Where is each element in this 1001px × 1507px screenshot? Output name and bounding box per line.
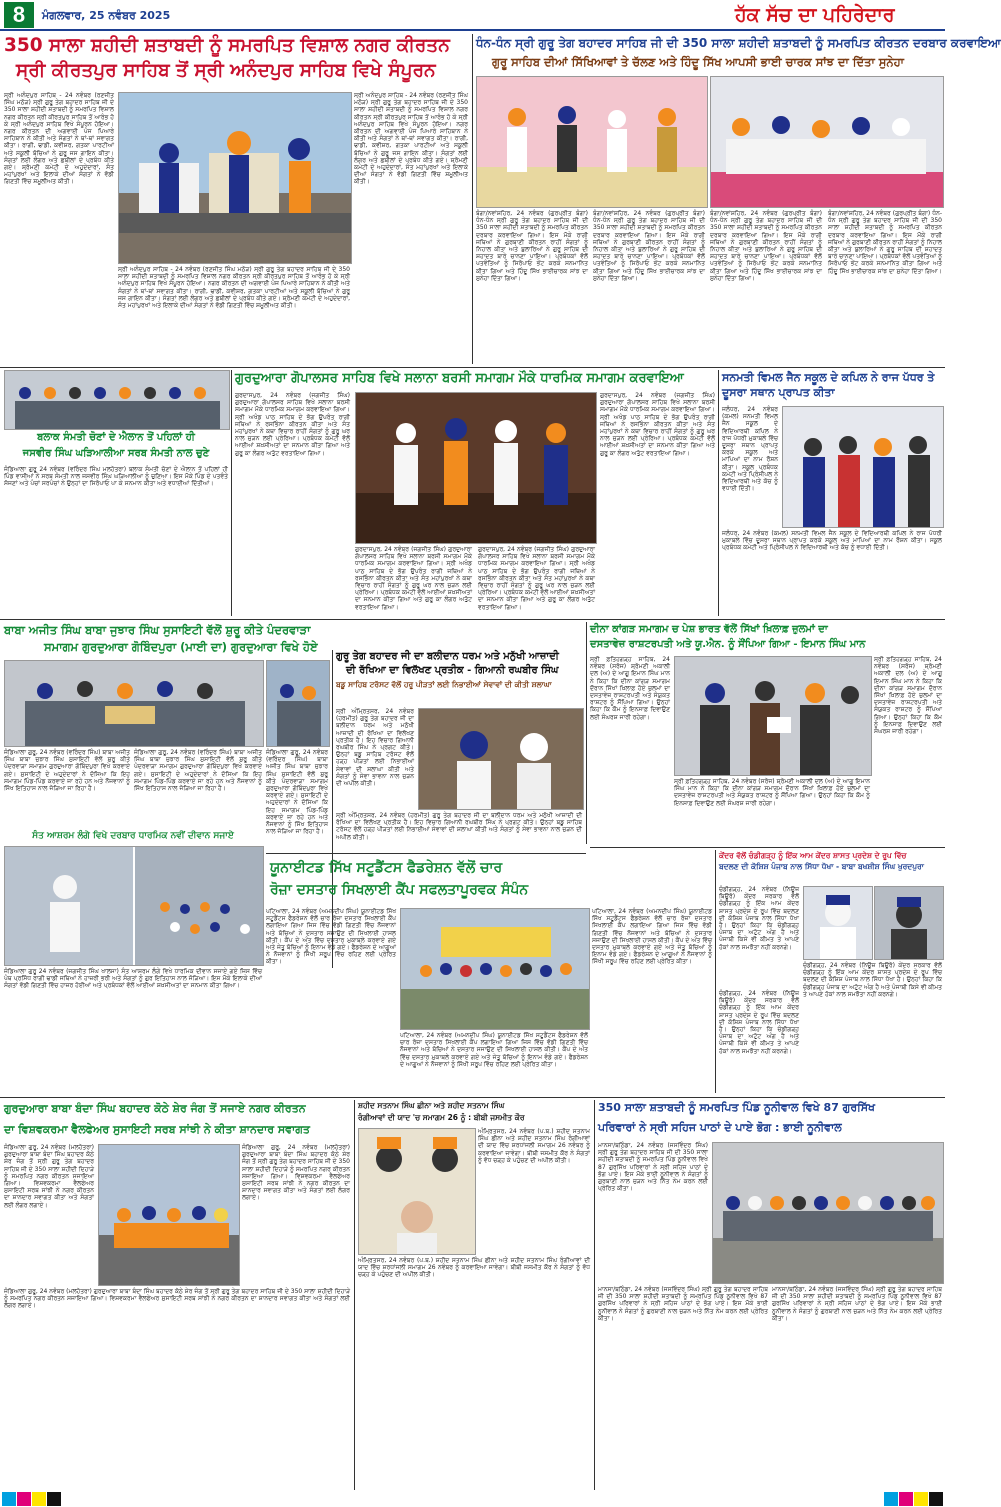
column-divider [594,1100,595,1490]
headline-line-1: ਧੰਨ-ਧੰਨ ਸ੍ਰੀ ਗੁਰੂ ਤੇਗ ਬਹਾਦਰ ਸਾਹਿਬ ਜੀ ਦੀ 350 ਸਾਲਾ ਸ਼ਹੀਦੀ ਸ਼ਤਾਬਦੀ ਨੂੰ ਸਮਰਪਿਤ ਕੀਰਤਨ ਦਰਬਾਰ ਕਰਵਾਇਆ [476,36,1001,50]
gopalsar-illustration [356,393,596,543]
dastar-headline-2: ਰੋਜ਼ਾ ਦਸਤਾਰ ਸਿਖਲਾਈ ਕੈਂਪ ਸਫਲਤਾਪੂਰਵਕ ਸੰਪੰਨ [270,882,529,898]
black-swatch [47,1492,61,1506]
society-illustration [5,661,263,746]
dastar-camp-illustration [401,909,589,1029]
headline-line-2: ਪਰਿਵਾਰਾਂ ਨੇ ਸ੍ਰੀ ਸਹਿਜ ਪਾਠਾਂ ਦੇ ਪਾਏ ਭੋਗ : ਭਾਈ ਨੂਨੀਵਾਲ [598,1121,842,1134]
photo-giani-ji [418,708,584,810]
row-divider [266,853,586,854]
article-body-col-2: ਸ੍ਰੀ ਅੰਮ੍ਰਿਤਸਰ, 24 ਨਵੰਬਰ (ਹਰਮੀਤ) ਗੁਰੂ ਤੇਗ ਬਹਾਦਰ ਜੀ ਦਾ ਬਲੀਦਾਨ ਧਰਮ ਅਤੇ ਮਨੁੱਖੀ ਆਜ਼ਾਦੀ ਦੀ ਰੱਖਿਆ ਦਾ ਵਿਲੱਖਣ ਪ੍ਰਤੀਕ ਹੈ। ਇਹ ਵਿਚਾਰ ਗਿਆਨੀ ਰਘਬੀਰ ਸਿੰਘ ਨੇ ਪ੍ਰਗਟ ਕੀਤੇ। ਉਨ੍ਹਾਂ ਬਡੂ ਸਾਹਿਬ ਟਰੱਸਟ ਵੱਲੋਂ ਹੜ੍ਹ ਪੀੜਤਾਂ ਲਈ ਨਿਭਾਈਆਂ ਸੇਵਾਵਾਂ ਦੀ ਸ਼ਲਾਘਾ ਕੀਤੀ ਅਤੇ ਸੰਗਤਾਂ ਨੂੰ ਸੇਵਾ ਭਾਵਨਾ ਨਾਲ ਜੁੜਨ ਦੀ ਅਪੀਲ ਕੀਤੀ। [336,812,582,841]
masthead-rule [0,29,945,31]
dastar-body-col-3: ਪਟਿਆਲਾ, 24 ਨਵੰਬਰ (ਅਮਨਦੀਪ ਸਿੰਘ) ਯੂਨਾਈਟਡ ਸਿੱਖ ਸਟੂਡੈਂਟਸ ਫੈਡਰੇਸ਼ਨ ਵੱਲੋਂ ਚਾਰ ਰੋਜ਼ਾ ਦਸਤਾਰ ਸਿਖਲਾਈ ਕੈਂਪ ਲਗਾਇਆ ਗਿਆ ਜਿਸ ਵਿੱਚ ਵੱਡੀ ਗਿਣਤੀ ਵਿੱਚ ਨੌਜਵਾਨਾਂ ਅਤੇ ਬੱਚਿਆਂ ਨੇ ਦਸਤਾਰ ਸਜਾਉਣ ਦੀ ਸਿਖਲਾਈ ਹਾਸਲ ਕੀਤੀ। ਕੈਂਪ ਦੇ ਅੰਤ ਵਿੱਚ ਦਸਤਾਰ ਮੁਕਾਬਲੇ ਕਰਵਾਏ ਗਏ ਅਤੇ ਜੇਤੂ ਬੱਚਿਆਂ ਨੂੰ ਇਨਾਮ ਵੰਡੇ ਗਏ। ਫੈਡਰੇਸ਼ਨ ਦੇ ਆਗੂਆਂ ਨੇ ਨੌਜਵਾਨਾਂ ਨੂੰ ਸਿੱਖੀ ਸਰੂਪ ਵਿੱਚ ਰਹਿਣ ਲਈ ਪ੍ਰੇਰਿਤ ਕੀਤਾ। [592,908,712,966]
yellow-swatch [32,1492,46,1506]
photo-nagar-kirtan-procession [118,92,352,264]
headline-line-1: ਗੁਰੂ ਤੇਗ ਬਹਾਦਰ ਜੀ ਦਾ ਬਲੀਦਾਨ ਧਰਮ ਅਤੇ ਮਨੁੱਖੀ ਆਜ਼ਾਦੀ [336,651,559,662]
samiti-group-illustration [5,371,229,429]
row-divider [0,367,945,368]
article-body-col-1: ਗੁਰਦਾਸਪੁਰ, 24 ਨਵੰਬਰ (ਜਗਜੀਤ ਸਿੰਘ) ਗੁਰਦੁਆਰਾ ਗੋਪਾਲਸਰ ਸਾਹਿਬ ਵਿਖੇ ਸਲਾਨਾ ਬਰਸੀ ਸਮਾਗਮ ਮੌਕੇ ਧਾਰਮਿਕ ਸਮਾਗਮ ਕਰਵਾਇਆ ਗਿਆ। ਸ੍ਰੀ ਅਖੰਡ ਪਾਠ ਸਾਹਿਬ ਦੇ ਭੋਗ ਉਪਰੰਤ ਰਾਗੀ ਜਥਿਆਂ ਨੇ ਰਸਭਿੰਨਾ ਕੀਰਤਨ ਕੀਤਾ ਅਤੇ ਸੰਤ ਮਹਾਂਪੁਰਖਾਂ ਨੇ ਕਥਾ ਵਿਚਾਰ ਰਾਹੀਂ ਸੰਗਤਾਂ ਨੂੰ ਗੁਰੂ ਘਰ ਨਾਲ ਜੁੜਨ ਲਈ ਪ੍ਰੇਰਿਆ। ਪ੍ਰਬੰਧਕ ਕਮੇਟੀ ਵੱਲੋਂ ਆਈਆਂ ਸ਼ਖ਼ਸੀਅਤਾਂ ਦਾ ਸਨਮਾਨ ਕੀਤਾ ਗਿਆ ਅਤੇ ਗੁਰੂ ਕਾ ਲੰਗਰ ਅਤੁੱਟ ਵਰਤਾਇਆ ਗਿਆ। [235,392,350,457]
article-body-col-1: ਅੰਮ੍ਰਿਤਸਰ, 24 ਨਵੰਬਰ (ਪ.ਬ.) ਸ਼ਹੀਦ ਸਤਨਾਮ ਸਿੰਘ ਛੀਨਾ ਅਤੇ ਸ਼ਹੀਦ ਸਤਨਾਮ ਸਿੰਘ ਰੰਗੀਆਵਾਂ ਦੀ ਯਾਦ ਵਿੱਚ ਸ਼ਰਧਾਂਜਲੀ ਸਮਾਗਮ 26 ਨਵੰਬਰ ਨੂੰ ਕਰਵਾਇਆ ਜਾਵੇਗਾ। ਬੀਬੀ ਜਸਮੀਤ ਕੌਰ ਨੇ ਸੰਗਤਾਂ ਨੂੰ ਵੱਧ ਚੜ੍ਹ ਕੇ ਪਹੁੰਚਣ ਦੀ ਅਪੀਲ ਕੀਤੀ। [478,1128,590,1164]
families-illustration [713,1143,943,1283]
paper-name: ਹੱਕ ਸੱਚ ਦਾ ਪਹਿਰੇਦਾਰ [735,4,895,26]
headline-line-2: ਰੰਗੀਆਵਾਂ ਦੀ ਯਾਦ 'ਚ ਸਮਾਗਮ 26 ਨੂੰ : ਬੀਬੀ ਜਸਮੀਤ ਕੌਰ [358,1113,525,1122]
column-divider [231,370,232,616]
column-divider [472,34,473,364]
article-body-col-3: ਚੰਡੀਗੜ੍ਹ, 24 ਨਵੰਬਰ (ਨਿਊਜ਼ ਬਿਊਰੋ) ਕੇਂਦਰ ਸਰਕਾਰ ਵੱਲੋਂ ਚੰਡੀਗੜ੍ਹ ਨੂੰ ਇੱਕ ਆਮ ਕੇਂਦਰ ਸ਼ਾਸਤ ਪ੍ਰਦੇਸ਼ ਦੇ ਰੂਪ ਵਿੱਚ ਬਦਲਣ ਦੀ ਕੋਸ਼ਿਸ਼ ਪੰਜਾਬ ਨਾਲ ਸਿੱਧਾ ਧੋਖਾ ਹੈ। ਉਨ੍ਹਾਂ ਕਿਹਾ ਕਿ ਚੰਡੀਗੜ੍ਹ ਪੰਜਾਬ ਦਾ ਅਟੁੱਟ ਅੰਗ ਹੈ ਅਤੇ ਪੰਜਾਬੀ ਕਿਸੇ ਵੀ ਕੀਮਤ ਤੇ ਆਪਣੇ ਹੱਕਾਂ ਨਾਲ ਸਮਝੌਤਾ ਨਹੀਂ ਕਰਨਗੇ। [719,990,799,1055]
article-shaheed-samagam [358,1100,590,1490]
row-divider [0,1097,945,1098]
headline-line-1: ਕੇਂਦਰ ਵੱਲੋਂ ਚੰਡੀਗੜ੍ਹ ਨੂੰ ਇੱਕ ਆਮ ਕੇਂਦਰ ਸ਼ਾਸਤ ਪ੍ਰਦੇਸ਼ ਦੇ ਰੂਪ ਵਿੱਚ [719,851,907,860]
handover-illustration [675,657,871,775]
article-body-col-3: ਜੰਡਿਆਲਾ ਗੁਰੂ, 24 ਨਵੰਬਰ (ਮਲਹੋਤਰਾ) ਗੁਰਦੁਆਰਾ ਬਾਬਾ ਬੰਦਾ ਸਿੰਘ ਬਹਾਦਰ ਕੋਠੇ ਸ਼ੇਰ ਜੰਗ ਤੋਂ ਸ੍ਰੀ ਗੁਰੂ ਤੇਗ ਬਹਾਦਰ ਸਾਹਿਬ ਜੀ ਦੇ 350 ਸਾਲਾ ਸ਼ਹੀਦੀ ਦਿਹਾੜੇ ਨੂੰ ਸਮਰਪਿਤ ਨਗਰ ਕੀਰਤਨ ਸਜਾਇਆ ਗਿਆ। ਵਿਸ਼ਵਕਰਮਾ ਵੈਲਫੇਅਰ ਸੁਸਾਇਟੀ ਸਰਬ ਸਾਂਝੀ ਨੇ ਨਗਰ ਕੀਰਤਨ ਦਾ ਸ਼ਾਨਦਾਰ ਸਵਾਗਤ ਕੀਤਾ ਅਤੇ ਸੰਗਤਾਂ ਲਈ ਲੰਗਰ ਲਗਾਏ। [4,1288,350,1310]
row-divider [590,847,945,848]
article-block-samiti [4,370,228,616]
article-body-col-2: ਜਲੰਧਰ, 24 ਨਵੰਬਰ (ਕਮਲ) ਸਨਮਤੀ ਵਿਮਲ ਜੈਨ ਸਕੂਲ ਦੇ ਵਿਦਿਆਰਥੀ ਕਪਿਲ ਨੇ ਰਾਜ ਪੱਧਰੀ ਮੁਕਾਬਲੇ ਵਿੱਚ ਦੂਸਰਾ ਸਥਾਨ ਪ੍ਰਾਪਤ ਕਰਕੇ ਸਕੂਲ ਅਤੇ ਮਾਪਿਆਂ ਦਾ ਨਾਮ ਰੌਸ਼ਨ ਕੀਤਾ। ਸਕੂਲ ਪ੍ਰਬੰਧਕ ਕਮੇਟੀ ਅਤੇ ਪ੍ਰਿੰਸੀਪਲ ਨੇ ਵਿਦਿਆਰਥੀ ਅਤੇ ਕੋਚ ਨੂੰ ਵਧਾਈ ਦਿੱਤੀ। [722,530,942,552]
article-body: ਜੰਡਿਆਲਾ ਗੁਰੂ 24 ਨਵੰਬਰ (ਵਰਿੰਦਰ ਸਿੰਘ ਮਲਹੋਤਰਾ) ਬਲਾਕ ਸੰਮਤੀ ਚੋਣਾਂ ਦੇ ਐਲਾਨ ਤੋਂ ਪਹਿਲਾਂ ਹੀ ਪਿੰਡ ਵਾਸੀਆਂ ਨੇ ਸਰਬ ਸੰਮਤੀ ਨਾਲ ਜਸਵੀਰ ਸਿੰਘ ਘੜਿਆਲੀਆ ਨੂੰ ਚੁਣਿਆ। ਇਸ ਮੌਕੇ ਪਿੰਡ ਦੇ ਪਤਵੰਤੇ ਸੱਜਣਾਂ ਅਤੇ ਪੰਚਾਂ ਸਰਪੰਚਾਂ ਨੇ ਉਨ੍ਹਾਂ ਦਾ ਸਿਰੋਪਾਓ ਪਾ ਕੇ ਸਨਮਾਨ ਕੀਤਾ ਅਤੇ ਵਧਾਈਆਂ ਦਿੱਤੀਆਂ। [4,466,228,488]
article-body-col-1: ਜੰਡਿਆਲਾ ਗੁਰੂ, 24 ਨਵੰਬਰ (ਵਰਿੰਦਰ ਸਿੰਘ) ਬਾਬਾ ਅਜੀਤ ਸਿੰਘ ਬਾਬਾ ਜੁਝਾਰ ਸਿੰਘ ਸੁਸਾਇਟੀ ਵੱਲੋਂ ਸ਼ੁਰੂ ਕੀਤੇ ਪੰਦਰਵਾੜਾ ਸਮਾਗਮ ਗੁਰਦੁਆਰਾ ਗੋਬਿੰਦਪੁਰਾ ਵਿਖੇ ਕਰਵਾਏ ਗਏ। ਸੁਸਾਇਟੀ ਦੇ ਅਹੁਦੇਦਾਰਾਂ ਨੇ ਦੱਸਿਆ ਕਿ ਇਹ ਸਮਾਗਮ ਪਿੰਡ-ਪਿੰਡ ਕਰਵਾਏ ਜਾ ਰਹੇ ਹਨ ਅਤੇ ਨੌਜਵਾਨਾਂ ਨੂੰ ਸਿੱਖ ਇਤਿਹਾਸ ਨਾਲ ਜੋੜਿਆ ਜਾ ਰਿਹਾ ਹੈ। [4,749,130,793]
headline-line-1: 350 ਸਾਲਾ ਸ਼ਹੀਦੀ ਸ਼ਤਾਬਦੀ ਨੂੰ ਸਮਰਪਿਤ ਵਿਸ਼ਾਲ ਨਗਰ ਕੀਰਤਨ [4,35,450,56]
article-body-col-1: ਮਾਨਸਾ/ਬਠਿੰਡਾ, 24 ਨਵੰਬਰ (ਜਸਵਿੰਦਰ ਸਿੰਘ) ਸ੍ਰੀ ਗੁਰੂ ਤੇਗ ਬਹਾਦਰ ਸਾਹਿਬ ਜੀ ਦੀ 350 ਸਾਲਾ ਸ਼ਹੀਦੀ ਸ਼ਤਾਬਦੀ ਨੂੰ ਸਮਰਪਿਤ ਪਿੰਡ ਨੂਨੀਵਾਲ ਵਿਖੇ 87 ਗੁਰਸਿੱਖ ਪਰਿਵਾਰਾਂ ਨੇ ਸ੍ਰੀ ਸਹਿਜ ਪਾਠਾਂ ਦੇ ਭੋਗ ਪਾਏ। ਇਸ ਮੌਕੇ ਭਾਈ ਨੂਨੀਵਾਲ ਨੇ ਸੰਗਤਾਂ ਨੂੰ ਗੁਰਬਾਣੀ ਨਾਲ ਜੁੜਨ ਅਤੇ ਨਿੱਤ ਨੇਮ ਕਰਨ ਲਈ ਪ੍ਰੇਰਿਤ ਕੀਤਾ। [598,1142,708,1193]
article-gopalsar [235,370,715,616]
row-divider [0,619,945,620]
article-nagar-kirtan [4,34,469,364]
article-body-col-1: ਜੰਡਿਆਲਾ ਗੁਰੂ, 24 ਨਵੰਬਰ (ਮਲਹੋਤਰਾ) ਗੁਰਦੁਆਰਾ ਬਾਬਾ ਬੰਦਾ ਸਿੰਘ ਬਹਾਦਰ ਕੋਠੇ ਸ਼ੇਰ ਜੰਗ ਤੋਂ ਸ੍ਰੀ ਗੁਰੂ ਤੇਗ ਬਹਾਦਰ ਸਾਹਿਬ ਜੀ ਦੇ 350 ਸਾਲਾ ਸ਼ਹੀਦੀ ਦਿਹਾੜੇ ਨੂੰ ਸਮਰਪਿਤ ਨਗਰ ਕੀਰਤਨ ਸਜਾਇਆ ਗਿਆ। ਵਿਸ਼ਵਕਰਮਾ ਵੈਲਫੇਅਰ ਸੁਸਾਇਟੀ ਸਰਬ ਸਾਂਝੀ ਨੇ ਨਗਰ ਕੀਰਤਨ ਦਾ ਸ਼ਾਨਦਾਰ ਸਵਾਗਤ ਕੀਤਾ ਅਤੇ ਸੰਗਤਾਂ ਲਈ ਲੰਗਰ ਲਗਾਏ। [4,1144,94,1209]
photo-singers-row [710,76,944,208]
headline-line-2: ਦਸਤਾਵੇਜ਼ ਰਾਸ਼ਟਰਪਤੀ ਅਤੇ ਯੂ.ਐਨ. ਨੂੰ ਸੌਂਪਿਆ ਗਿਆ - ਇਮਾਨ ਸਿੰਘ ਮਾਨ [590,639,866,650]
gathering-illustration [267,661,329,746]
column-divider [718,370,719,616]
leader-illustration [875,887,943,959]
dastar-body-col-1: ਪਟਿਆਲਾ, 24 ਨਵੰਬਰ (ਅਮਨਦੀਪ ਸਿੰਘ) ਯੂਨਾਈਟਡ ਸਿੱਖ ਸਟੂਡੈਂਟਸ ਫੈਡਰੇਸ਼ਨ ਵੱਲੋਂ ਚਾਰ ਰੋਜ਼ਾ ਦਸਤਾਰ ਸਿਖਲਾਈ ਕੈਂਪ ਲਗਾਇਆ ਗਿਆ ਜਿਸ ਵਿੱਚ ਵੱਡੀ ਗਿਣਤੀ ਵਿੱਚ ਨੌਜਵਾਨਾਂ ਅਤੇ ਬੱਚਿਆਂ ਨੇ ਦਸਤਾਰ ਸਜਾਉਣ ਦੀ ਸਿਖਲਾਈ ਹਾਸਲ ਕੀਤੀ। ਕੈਂਪ ਦੇ ਅੰਤ ਵਿੱਚ ਦਸਤਾਰ ਮੁਕਾਬਲੇ ਕਰਵਾਏ ਗਏ ਅਤੇ ਜੇਤੂ ਬੱਚਿਆਂ ਨੂੰ ਇਨਾਮ ਵੰਡੇ ਗਏ। ਫੈਡਰੇਸ਼ਨ ਦੇ ਆਗੂਆਂ ਨੇ ਨੌਜਵਾਨਾਂ ਨੂੰ ਸਿੱਖੀ ਸਰੂਪ ਵਿੱਚ ਰਹਿਣ ਲਈ ਪ੍ਰੇਰਿਤ ਕੀਤਾ। [266,908,396,966]
photo-society-gathering [266,660,330,747]
headline-line-1: ਗੁਰਦੁਆਰਾ ਬਾਬਾ ਬੰਦਾ ਸਿੰਘ ਬਹਾਦਰ ਕੋਠੇ ਸ਼ੇਰ ਜੰਗ ਤੋਂ ਸਜਾਏ ਨਗਰ ਕੀਰਤਨ [4,1102,306,1115]
magenta-swatch [899,1492,913,1506]
giani-illustration [419,709,583,809]
black-swatch [929,1492,943,1506]
photo-student-award [782,406,944,528]
article-body-col-3: ਬੰਗਾ/ਨਵਾਂਸ਼ਹਿਰ, 24 ਨਵੰਬਰ (ਗੁਰਪ੍ਰੀਤ ਬੰਗਾ) ਧੰਨ-ਧੰਨ ਸ੍ਰੀ ਗੁਰੂ ਤੇਗ ਬਹਾਦਰ ਸਾਹਿਬ ਜੀ ਦੀ 350 ਸਾਲਾ ਸ਼ਹੀਦੀ ਸ਼ਤਾਬਦੀ ਨੂੰ ਸਮਰਪਿਤ ਕੀਰਤਨ ਦਰਬਾਰ ਕਰਵਾਇਆ ਗਿਆ। ਇਸ ਮੌਕੇ ਰਾਗੀ ਜਥਿਆਂ ਨੇ ਗੁਰਬਾਣੀ ਕੀਰਤਨ ਰਾਹੀਂ ਸੰਗਤਾਂ ਨੂੰ ਨਿਹਾਲ ਕੀਤਾ ਅਤੇ ਬੁਲਾਰਿਆਂ ਨੇ ਗੁਰੂ ਸਾਹਿਬ ਦੀ ਸ਼ਹਾਦਤ ਬਾਰੇ ਚਾਨਣਾ ਪਾਇਆ। ਪ੍ਰਬੰਧਕਾਂ ਵੱਲੋਂ ਪਤਵੰਤਿਆਂ ਨੂੰ ਸਿਰੋਪਾਓ ਭੇਂਟ ਕਰਕੇ ਸਨਮਾਨਿਤ ਕੀਤਾ ਗਿਆ ਅਤੇ ਹਿੰਦੂ ਸਿੱਖ ਭਾਈਚਾਰਕ ਸਾਂਝ ਦਾ ਸੁਨੇਹਾ ਦਿੱਤਾ ਗਿਆ। [710,210,822,282]
headline-line-1: ਬਲਾਕ ਸੰਮਤੀ ਚੋਣਾਂ ਦੇ ਐਲਾਨ ਤੋਂ ਪਹਿਲਾਂ ਹੀ [37,432,195,443]
article-chandigarh [719,850,942,1093]
article-body-col-2: ਮਾਨਸਾ/ਬਠਿੰਡਾ, 24 ਨਵੰਬਰ (ਜਸਵਿੰਦਰ ਸਿੰਘ) ਸ੍ਰੀ ਗੁਰੂ ਤੇਗ ਬਹਾਦਰ ਸਾਹਿਬ ਜੀ ਦੀ 350 ਸਾਲਾ ਸ਼ਹੀਦੀ ਸ਼ਤਾਬਦੀ ਨੂੰ ਸਮਰਪਿਤ ਪਿੰਡ ਨੂਨੀਵਾਲ ਵਿਖੇ 87 ਗੁਰਸਿੱਖ ਪਰਿਵਾਰਾਂ ਨੇ ਸ੍ਰੀ ਸਹਿਜ ਪਾਠਾਂ ਦੇ ਭੋਗ ਪਾਏ। ਇਸ ਮੌਕੇ ਭਾਈ ਨੂਨੀਵਾਲ ਨੇ ਸੰਗਤਾਂ ਨੂੰ ਗੁਰਬਾਣੀ ਨਾਲ ਜੁੜਨ ਅਤੇ ਨਿੱਤ ਨੇਮ ਕਰਨ ਲਈ ਪ੍ਰੇਰਿਤ ਕੀਤਾ। [598,1286,768,1322]
headline-line-2: ਸਮਾਗਮ ਗੁਰਦੁਆਰਾ ਗੋਬਿੰਦਪੁਰਾ (ਮਾਈ ਦਾ) ਗੁਰਦੁਆਰਾ ਵਿਖੇ ਹੋਏ [44,640,318,654]
article-body-col-1: ਬੰਗਾ/ਨਵਾਂਸ਼ਹਿਰ, 24 ਨਵੰਬਰ (ਗੁਰਪ੍ਰੀਤ ਬੰਗਾ) ਧੰਨ-ਧੰਨ ਸ੍ਰੀ ਗੁਰੂ ਤੇਗ ਬਹਾਦਰ ਸਾਹਿਬ ਜੀ ਦੀ 350 ਸਾਲਾ ਸ਼ਹੀਦੀ ਸ਼ਤਾਬਦੀ ਨੂੰ ਸਮਰਪਿਤ ਕੀਰਤਨ ਦਰਬਾਰ ਕਰਵਾਇਆ ਗਿਆ। ਇਸ ਮੌਕੇ ਰਾਗੀ ਜਥਿਆਂ ਨੇ ਗੁਰਬਾਣੀ ਕੀਰਤਨ ਰਾਹੀਂ ਸੰਗਤਾਂ ਨੂੰ ਨਿਹਾਲ ਕੀਤਾ ਅਤੇ ਬੁਲਾਰਿਆਂ ਨੇ ਗੁਰੂ ਸਾਹਿਬ ਦੀ ਸ਼ਹਾਦਤ ਬਾਰੇ ਚਾਨਣਾ ਪਾਇਆ। ਪ੍ਰਬੰਧਕਾਂ ਵੱਲੋਂ ਪਤਵੰਤਿਆਂ ਨੂੰ ਸਿਰੋਪਾਓ ਭੇਂਟ ਕਰਕੇ ਸਨਮਾਨਿਤ ਕੀਤਾ ਗਿਆ ਅਤੇ ਹਿੰਦੂ ਸਿੱਖ ਭਾਈਚਾਰਕ ਸਾਂਝ ਦਾ ਸੁਨੇਹਾ ਦਿੱਤਾ ਗਿਆ। [476,210,588,282]
article-body-col-1: ਸ੍ਰੀ ਫ਼ਤਿਹਗੜ੍ਹ ਸਾਹਿਬ, 24 ਨਵੰਬਰ (ਸਰੋਜ) ਸ਼੍ਰੋਮਣੀ ਅਕਾਲੀ ਦਲ (ਅ) ਦੇ ਆਗੂ ਇਮਾਨ ਸਿੰਘ ਮਾਨ ਨੇ ਕਿਹਾ ਕਿ ਦੀਨਾ ਕਾਂਗੜ ਸਮਾਗਮ ਦੌਰਾਨ ਸਿੱਖਾਂ ਖ਼ਿਲਾਫ਼ ਹੋਏ ਜ਼ੁਲਮਾਂ ਦਾ ਦਸਤਾਵੇਜ਼ ਰਾਸ਼ਟਰਪਤੀ ਅਤੇ ਸੰਯੁਕਤ ਰਾਸ਼ਟਰ ਨੂੰ ਸੌਂਪਿਆ ਗਿਆ। ਉਨ੍ਹਾਂ ਕਿਹਾ ਕਿ ਕੌਮ ਨੂੰ ਇਨਸਾਫ਼ ਦਿਵਾਉਣ ਲਈ ਸੰਘਰਸ਼ ਜਾਰੀ ਰਹੇਗਾ। [590,656,670,721]
article-body-col-3: ਜੰਡਿਆਲਾ ਗੁਰੂ, 24 ਨਵੰਬਰ (ਵਰਿੰਦਰ ਸਿੰਘ) ਬਾਬਾ ਅਜੀਤ ਸਿੰਘ ਬਾਬਾ ਜੁਝਾਰ ਸਿੰਘ ਸੁਸਾਇਟੀ ਵੱਲੋਂ ਸ਼ੁਰੂ ਕੀਤੇ ਪੰਦਰਵਾੜਾ ਸਮਾਗਮ ਗੁਰਦੁਆਰਾ ਗੋਬਿੰਦਪੁਰਾ ਵਿਖੇ ਕਰਵਾਏ ਗਏ। ਸੁਸਾਇਟੀ ਦੇ ਅਹੁਦੇਦਾਰਾਂ ਨੇ ਦੱਸਿਆ ਕਿ ਇਹ ਸਮਾਗਮ ਪਿੰਡ-ਪਿੰਡ ਕਰਵਾਏ ਜਾ ਰਹੇ ਹਨ ਅਤੇ ਨੌਜਵਾਨਾਂ ਨੂੰ ਸਿੱਖ ਇਤਿਹਾਸ ਨਾਲ ਜੋੜਿਆ ਜਾ ਰਿਹਾ ਹੈ। [266,749,328,836]
welcome-illustration [99,1145,239,1285]
stage-illustration [477,77,707,207]
headline: ਗੁਰਦੁਆਰਾ ਗੋਪਾਲਸਰ ਸਾਹਿਬ ਵਿਖੇ ਸਲਾਨਾ ਬਰਸੀ ਸਮਾਗਮ ਮੌਕੇ ਧਾਰਮਿਕ ਸਮਾਗਮ ਕਰਵਾਇਆ [235,371,684,386]
shaheed-illustration [359,1129,475,1254]
photo-nuniwal-families [712,1142,944,1284]
article-body-col-2: ਜੰਡਿਆਲਾ ਗੁਰੂ, 24 ਨਵੰਬਰ (ਮਲਹੋਤਰਾ) ਗੁਰਦੁਆਰਾ ਬਾਬਾ ਬੰਦਾ ਸਿੰਘ ਬਹਾਦਰ ਕੋਠੇ ਸ਼ੇਰ ਜੰਗ ਤੋਂ ਸ੍ਰੀ ਗੁਰੂ ਤੇਗ ਬਹਾਦਰ ਸਾਹਿਬ ਜੀ ਦੇ 350 ਸਾਲਾ ਸ਼ਹੀਦੀ ਦਿਹਾੜੇ ਨੂੰ ਸਮਰਪਿਤ ਨਗਰ ਕੀਰਤਨ ਸਜਾਇਆ ਗਿਆ। ਵਿਸ਼ਵਕਰਮਾ ਵੈਲਫੇਅਰ ਸੁਸਾਇਟੀ ਸਰਬ ਸਾਂਝੀ ਨੇ ਨਗਰ ਕੀਰਤਨ ਦਾ ਸ਼ਾਨਦਾਰ ਸਵਾਗਤ ਕੀਤਾ ਅਤੇ ਸੰਗਤਾਂ ਲਈ ਲੰਗਰ ਲਗਾਏ। [242,1144,350,1202]
article-kirtan-darbar [476,34,1001,364]
headline-line-2: ਬਦਲਣ ਦੀ ਕੋਸ਼ਿਸ਼ ਪੰਜਾਬ ਨਾਲ ਸਿੱਧਾ ਧੋਖਾ - ਬਾਬਾ ਬਖਸ਼ੀਸ਼ ਸਿੰਘ ਖੁਰਦਪੁਰਾ [719,862,924,871]
article-body-col-1: ਸ੍ਰੀ ਅੰਮ੍ਰਿਤਸਰ, 24 ਨਵੰਬਰ (ਹਰਮੀਤ) ਗੁਰੂ ਤੇਗ ਬਹਾਦਰ ਜੀ ਦਾ ਬਲੀਦਾਨ ਧਰਮ ਅਤੇ ਮਨੁੱਖੀ ਆਜ਼ਾਦੀ ਦੀ ਰੱਖਿਆ ਦਾ ਵਿਲੱਖਣ ਪ੍ਰਤੀਕ ਹੈ। ਇਹ ਵਿਚਾਰ ਗਿਆਨੀ ਰਘਬੀਰ ਸਿੰਘ ਨੇ ਪ੍ਰਗਟ ਕੀਤੇ। ਉਨ੍ਹਾਂ ਬਡੂ ਸਾਹਿਬ ਟਰੱਸਟ ਵੱਲੋਂ ਹੜ੍ਹ ਪੀੜਤਾਂ ਲਈ ਨਿਭਾਈਆਂ ਸੇਵਾਵਾਂ ਦੀ ਸ਼ਲਾਘਾ ਕੀਤੀ ਅਤੇ ਸੰਗਤਾਂ ਨੂੰ ਸੇਵਾ ਭਾਵਨਾ ਨਾਲ ਜੁੜਨ ਦੀ ਅਪੀਲ ਕੀਤੀ। [336,708,414,788]
headline-line-1: ਸ਼ਹੀਦ ਸਤਨਾਮ ਸਿੰਘ ਛੀਨਾ ਅਤੇ ਸ਼ਹੀਦ ਸਤਨਾਮ ਸਿੰਘ [358,1101,505,1110]
headline-line-1: 350 ਸਾਲਾ ਸ਼ਤਾਬਦੀ ਨੂੰ ਸਮਰਪਿਤ ਪਿੰਡ ਨੂਨੀਵਾਲ ਵਿਖੇ 87 ਗੁਰਸਿੱਖ [598,1101,876,1114]
photo-society-award [4,660,264,747]
article-nuniwal [598,1100,942,1490]
photo-nagar-kirtan-welcome [98,1144,240,1286]
article-body-col-4: ਜੰਡਿਆਲਾ ਗੁਰੂ 24 ਨਵੰਬਰ (ਜਗਜੀਤ ਸਿੰਘ ਖਾਲਸਾ) ਸੰਤ ਆਸ਼ਰਮ ਲੰਗੇ ਵਿਖੇ ਧਾਰਮਿਕ ਦੀਵਾਨ ਸਜਾਏ ਗਏ ਜਿਸ ਵਿੱਚ ਪੰਥ ਪ੍ਰਸਿੱਧ ਰਾਗੀ ਢਾਡੀ ਜਥਿਆਂ ਨੇ ਹਾਜ਼ਰੀ ਭਰੀ ਅਤੇ ਸੰਗਤਾਂ ਨੂੰ ਗੁਰ ਇਤਿਹਾਸ ਨਾਲ ਜੋੜਿਆ। ਇਸ ਮੌਕੇ ਇਲਾਕੇ ਦੀਆਂ ਸੰਗਤਾਂ ਵੱਡੀ ਗਿਣਤੀ ਵਿੱਚ ਹਾਜ਼ਰ ਹੋਈਆਂ ਅਤੇ ਪ੍ਰਬੰਧਕਾਂ ਵੱਲੋਂ ਆਈਆਂ ਸ਼ਖ਼ਸੀਅਤਾਂ ਦਾ ਸਨਮਾਨ ਕੀਤਾ ਗਿਆ। [4,968,262,990]
photo-gopalsar-stage [355,392,597,544]
article-body-col-4: ਗੁਰਦਾਸਪੁਰ, 24 ਨਵੰਬਰ (ਜਗਜੀਤ ਸਿੰਘ) ਗੁਰਦੁਆਰਾ ਗੋਪਾਲਸਰ ਸਾਹਿਬ ਵਿਖੇ ਸਲਾਨਾ ਬਰਸੀ ਸਮਾਗਮ ਮੌਕੇ ਧਾਰਮਿਕ ਸਮਾਗਮ ਕਰਵਾਇਆ ਗਿਆ। ਸ੍ਰੀ ਅਖੰਡ ਪਾਠ ਸਾਹਿਬ ਦੇ ਭੋਗ ਉਪਰੰਤ ਰਾਗੀ ਜਥਿਆਂ ਨੇ ਰਸਭਿੰਨਾ ਕੀਰਤਨ ਕੀਤਾ ਅਤੇ ਸੰਤ ਮਹਾਂਪੁਰਖਾਂ ਨੇ ਕਥਾ ਵਿਚਾਰ ਰਾਹੀਂ ਸੰਗਤਾਂ ਨੂੰ ਗੁਰੂ ਘਰ ਨਾਲ ਜੁੜਨ ਲਈ ਪ੍ਰੇਰਿਆ। ਪ੍ਰਬੰਧਕ ਕਮੇਟੀ ਵੱਲੋਂ ਆਈਆਂ ਸ਼ਖ਼ਸੀਅਤਾਂ ਦਾ ਸਨਮਾਨ ਕੀਤਾ ਗਿਆ ਅਤੇ ਗੁਰੂ ਕਾ ਲੰਗਰ ਅਤੁੱਟ ਵਰਤਾਇਆ ਗਿਆ। [600,392,715,457]
cyan-swatch [2,1492,16,1506]
issue-date: ਮੰਗਲਵਾਰ, 25 ਨਵੰਬਰ 2025 [42,9,171,22]
column-divider [354,1100,355,1490]
article-body-col-2: ਗੁਰਦਾਸਪੁਰ, 24 ਨਵੰਬਰ (ਜਗਜੀਤ ਸਿੰਘ) ਗੁਰਦੁਆਰਾ ਗੋਪਾਲਸਰ ਸਾਹਿਬ ਵਿਖੇ ਸਲਾਨਾ ਬਰਸੀ ਸਮਾਗਮ ਮੌਕੇ ਧਾਰਮਿਕ ਸਮਾਗਮ ਕਰਵਾਇਆ ਗਿਆ। ਸ੍ਰੀ ਅਖੰਡ ਪਾਠ ਸਾਹਿਬ ਦੇ ਭੋਗ ਉਪਰੰਤ ਰਾਗੀ ਜਥਿਆਂ ਨੇ ਰਸਭਿੰਨਾ ਕੀਰਤਨ ਕੀਤਾ ਅਤੇ ਸੰਤ ਮਹਾਂਪੁਰਖਾਂ ਨੇ ਕਥਾ ਵਿਚਾਰ ਰਾਹੀਂ ਸੰਗਤਾਂ ਨੂੰ ਗੁਰੂ ਘਰ ਨਾਲ ਜੁੜਨ ਲਈ ਪ੍ਰੇਰਿਆ। ਪ੍ਰਬੰਧਕ ਕਮੇਟੀ ਵੱਲੋਂ ਆਈਆਂ ਸ਼ਖ਼ਸੀਅਤਾਂ ਦਾ ਸਨਮਾਨ ਕੀਤਾ ਗਿਆ ਅਤੇ ਗੁਰੂ ਕਾ ਲੰਗਰ ਅਤੁੱਟ ਵਰਤਾਇਆ ਗਿਆ। [355,546,473,611]
photo-baba-ji [803,886,873,960]
photo-dastar-camp [400,908,590,1030]
article-body-col-2: ਜੰਡਿਆਲਾ ਗੁਰੂ, 24 ਨਵੰਬਰ (ਵਰਿੰਦਰ ਸਿੰਘ) ਬਾਬਾ ਅਜੀਤ ਸਿੰਘ ਬਾਬਾ ਜੁਝਾਰ ਸਿੰਘ ਸੁਸਾਇਟੀ ਵੱਲੋਂ ਸ਼ੁਰੂ ਕੀਤੇ ਪੰਦਰਵਾੜਾ ਸਮਾਗਮ ਗੁਰਦੁਆਰਾ ਗੋਬਿੰਦਪੁਰਾ ਵਿਖੇ ਕਰਵਾਏ ਗਏ। ਸੁਸਾਇਟੀ ਦੇ ਅਹੁਦੇਦਾਰਾਂ ਨੇ ਦੱਸਿਆ ਕਿ ਇਹ ਸਮਾਗਮ ਪਿੰਡ-ਪਿੰਡ ਕਰਵਾਏ ਜਾ ਰਹੇ ਹਨ ਅਤੇ ਨੌਜਵਾਨਾਂ ਨੂੰ ਸਿੱਖ ਇਤਿਹਾਸ ਨਾਲ ਜੋੜਿਆ ਜਾ ਰਿਹਾ ਹੈ। [134,749,262,793]
article-body-col-3: ਸ੍ਰੀ ਅਨੰਦਪੁਰ ਸਾਹਿਬ - 24 ਨਵੰਬਰ (ਰਣਜੀਤ ਸਿੰਘ ਮਠੋੜ) ਸ੍ਰੀ ਗੁਰੂ ਤੇਗ ਬਹਾਦਰ ਸਾਹਿਬ ਜੀ ਦੇ 350 ਸਾਲਾ ਸ਼ਹੀਦੀ ਸ਼ਤਾਬਦੀ ਨੂੰ ਸਮਰਪਿਤ ਵਿਸ਼ਾਲ ਨਗਰ ਕੀਰਤਨ ਸ੍ਰੀ ਕੀਰਤਪੁਰ ਸਾਹਿਬ ਤੋਂ ਆਰੰਭ ਹੋ ਕੇ ਸ੍ਰੀ ਅਨੰਦਪੁਰ ਸਾਹਿਬ ਵਿਖੇ ਸੰਪੂਰਨ ਹੋਇਆ। ਨਗਰ ਕੀਰਤਨ ਦੀ ਅਗਵਾਈ ਪੰਜ ਪਿਆਰੇ ਸਾਹਿਬਾਨ ਨੇ ਕੀਤੀ ਅਤੇ ਸੰਗਤਾਂ ਨੇ ਥਾਂ-ਥਾਂ ਸਵਾਗਤ ਕੀਤਾ। ਰਾਗੀ, ਢਾਡੀ, ਕਵੀਸ਼ਰ, ਗਤਕਾ ਪਾਰਟੀਆਂ ਅਤੇ ਸਕੂਲੀ ਬੱਚਿਆਂ ਨੇ ਗੁਰੂ ਜਸ ਗਾਇਨ ਕੀਤਾ। ਸੰਗਤਾਂ ਲਈ ਲੰਗਰ ਅਤੇ ਛਬੀਲਾਂ ਦੇ ਪ੍ਰਬੰਧ ਕੀਤੇ ਗਏ। ਸ਼੍ਰੋਮਣੀ ਕਮੇਟੀ ਦੇ ਅਹੁਦੇਦਾਰਾਂ, ਸੰਤ ਮਹਾਂਪੁਰਖਾਂ ਅਤੇ ਇਲਾਕੇ ਦੀਆਂ ਸੰਗਤਾਂ ਨੇ ਵੱਡੀ ਗਿਣਤੀ ਵਿੱਚ ਸ਼ਮੂਲੀਅਤ ਕੀਤੀ। [118,266,350,310]
photo-shaheed-portraits [358,1128,476,1255]
singers-illustration [711,77,943,207]
article-body-col-3: ਮਾਨਸਾ/ਬਠਿੰਡਾ, 24 ਨਵੰਬਰ (ਜਸਵਿੰਦਰ ਸਿੰਘ) ਸ੍ਰੀ ਗੁਰੂ ਤੇਗ ਬਹਾਦਰ ਸਾਹਿਬ ਜੀ ਦੀ 350 ਸਾਲਾ ਸ਼ਹੀਦੀ ਸ਼ਤਾਬਦੀ ਨੂੰ ਸਮਰਪਿਤ ਪਿੰਡ ਨੂਨੀਵਾਲ ਵਿਖੇ 87 ਗੁਰਸਿੱਖ ਪਰਿਵਾਰਾਂ ਨੇ ਸ੍ਰੀ ਸਹਿਜ ਪਾਠਾਂ ਦੇ ਭੋਗ ਪਾਏ। ਇਸ ਮੌਕੇ ਭਾਈ ਨੂਨੀਵਾਲ ਨੇ ਸੰਗਤਾਂ ਨੂੰ ਗੁਰਬਾਣੀ ਨਾਲ ਜੁੜਨ ਅਤੇ ਨਿੱਤ ਨੇਮ ਕਰਨ ਲਈ ਪ੍ਰੇਰਿਤ ਕੀਤਾ। [772,1286,942,1322]
headline-line-2: ਸ੍ਰੀ ਕੀਰਤਪੁਰ ਸਾਹਿਬ ਤੋਂ ਸ੍ਰੀ ਅਨੰਦਪੁਰ ਸਾਹਿਬ ਵਿਖੇ ਸੰਪੂਰਨ [16,60,436,81]
photo-leader [874,886,944,960]
magenta-swatch [17,1492,31,1506]
dastar-headline-1: ਯੂਨਾਈਟਡ ਸਿੱਖ ਸਟੂਡੈਂਟਸ ਫੈਡਰੇਸ਼ਨ ਵੱਲੋਂ ਚਾਰ [270,860,503,876]
masthead [0,0,945,30]
sant-ashram-headline: ਸੰਤ ਆਸ਼ਰਮ ਲੰਗੇ ਵਿਖੇ ਦਰਬਾਰ ਧਾਰਮਿਕ ਨਵੀਂ ਦੀਵਾਨ ਸਜਾਏ [32,831,234,841]
article-body-col-3: ਸ੍ਰੀ ਫ਼ਤਿਹਗੜ੍ਹ ਸਾਹਿਬ, 24 ਨਵੰਬਰ (ਸਰੋਜ) ਸ਼੍ਰੋਮਣੀ ਅਕਾਲੀ ਦਲ (ਅ) ਦੇ ਆਗੂ ਇਮਾਨ ਸਿੰਘ ਮਾਨ ਨੇ ਕਿਹਾ ਕਿ ਦੀਨਾ ਕਾਂਗੜ ਸਮਾਗਮ ਦੌਰਾਨ ਸਿੱਖਾਂ ਖ਼ਿਲਾਫ਼ ਹੋਏ ਜ਼ੁਲਮਾਂ ਦਾ ਦਸਤਾਵੇਜ਼ ਰਾਸ਼ਟਰਪਤੀ ਅਤੇ ਸੰਯੁਕਤ ਰਾਸ਼ਟਰ ਨੂੰ ਸੌਂਪਿਆ ਗਿਆ। ਉਨ੍ਹਾਂ ਕਿਹਾ ਕਿ ਕੌਮ ਨੂੰ ਇਨਸਾਫ਼ ਦਿਵਾਉਣ ਲਈ ਸੰਘਰਸ਼ ਜਾਰੀ ਰਹੇਗਾ। [874,656,942,736]
article-body-col-1: ਸ੍ਰੀ ਅਨੰਦਪੁਰ ਸਾਹਿਬ - 24 ਨਵੰਬਰ (ਰਣਜੀਤ ਸਿੰਘ ਮਠੋੜ) ਸ੍ਰੀ ਗੁਰੂ ਤੇਗ ਬਹਾਦਰ ਸਾਹਿਬ ਜੀ ਦੇ 350 ਸਾਲਾ ਸ਼ਹੀਦੀ ਸ਼ਤਾਬਦੀ ਨੂੰ ਸਮਰਪਿਤ ਵਿਸ਼ਾਲ ਨਗਰ ਕੀਰਤਨ ਸ੍ਰੀ ਕੀਰਤਪੁਰ ਸਾਹਿਬ ਤੋਂ ਆਰੰਭ ਹੋ ਕੇ ਸ੍ਰੀ ਅਨੰਦਪੁਰ ਸਾਹਿਬ ਵਿਖੇ ਸੰਪੂਰਨ ਹੋਇਆ। ਨਗਰ ਕੀਰਤਨ ਦੀ ਅਗਵਾਈ ਪੰਜ ਪਿਆਰੇ ਸਾਹਿਬਾਨ ਨੇ ਕੀਤੀ ਅਤੇ ਸੰਗਤਾਂ ਨੇ ਥਾਂ-ਥਾਂ ਸਵਾਗਤ ਕੀਤਾ। ਰਾਗੀ, ਢਾਡੀ, ਕਵੀਸ਼ਰ, ਗਤਕਾ ਪਾਰਟੀਆਂ ਅਤੇ ਸਕੂਲੀ ਬੱਚਿਆਂ ਨੇ ਗੁਰੂ ਜਸ ਗਾਇਨ ਕੀਤਾ। ਸੰਗਤਾਂ ਲਈ ਲੰਗਰ ਅਤੇ ਛਬੀਲਾਂ ਦੇ ਪ੍ਰਬੰਧ ਕੀਤੇ ਗਏ। ਸ਼੍ਰੋਮਣੀ ਕਮੇਟੀ ਦੇ ਅਹੁਦੇਦਾਰਾਂ, ਸੰਤ ਮਹਾਂਪੁਰਖਾਂ ਅਤੇ ਇਲਾਕੇ ਦੀਆਂ ਸੰਗਤਾਂ ਨੇ ਵੱਡੀ ਗਿਣਤੀ ਵਿੱਚ ਸ਼ਮੂਲੀਅਤ ਕੀਤੀ। [4,92,114,186]
photo-sant-ashram [4,846,264,966]
headline-line-2: ਦਾ ਵਿਸ਼ਵਕਰਮਾ ਵੈਲਫੇਅਰ ਸੁਸਾਇਟੀ ਸਰਬ ਸਾਂਝੀ ਨੇ ਕੀਤਾ ਸ਼ਾਨਦਾਰ ਸਵਾਗਤ [4,1123,310,1136]
photo-stage-honour [476,76,708,208]
article-jain-school [722,370,942,616]
article-body-col-2: ਬੰਗਾ/ਨਵਾਂਸ਼ਹਿਰ, 24 ਨਵੰਬਰ (ਗੁਰਪ੍ਰੀਤ ਬੰਗਾ) ਧੰਨ-ਧੰਨ ਸ੍ਰੀ ਗੁਰੂ ਤੇਗ ਬਹਾਦਰ ਸਾਹਿਬ ਜੀ ਦੀ 350 ਸਾਲਾ ਸ਼ਹੀਦੀ ਸ਼ਤਾਬਦੀ ਨੂੰ ਸਮਰਪਿਤ ਕੀਰਤਨ ਦਰਬਾਰ ਕਰਵਾਇਆ ਗਿਆ। ਇਸ ਮੌਕੇ ਰਾਗੀ ਜਥਿਆਂ ਨੇ ਗੁਰਬਾਣੀ ਕੀਰਤਨ ਰਾਹੀਂ ਸੰਗਤਾਂ ਨੂੰ ਨਿਹਾਲ ਕੀਤਾ ਅਤੇ ਬੁਲਾਰਿਆਂ ਨੇ ਗੁਰੂ ਸਾਹਿਬ ਦੀ ਸ਼ਹਾਦਤ ਬਾਰੇ ਚਾਨਣਾ ਪਾਇਆ। ਪ੍ਰਬੰਧਕਾਂ ਵੱਲੋਂ ਪਤਵੰਤਿਆਂ ਨੂੰ ਸਿਰੋਪਾਓ ਭੇਂਟ ਕਰਕੇ ਸਨਮਾਨਿਤ ਕੀਤਾ ਗਿਆ ਅਤੇ ਹਿੰਦੂ ਸਿੱਖ ਭਾਈਚਾਰਕ ਸਾਂਝ ਦਾ ਸੁਨੇਹਾ ਦਿੱਤਾ ਗਿਆ। [593,210,705,282]
headline: ਸਨਮਤੀ ਵਿਮਲ ਜੈਨ ਸਕੂਲ ਦੇ ਕਪਿਲ ਨੇ ਰਾਜ ਪੱਧਰ ਤੇ ਦੂਸਰਾ ਸਥਾਨ ਪ੍ਰਾਪਤ ਕੀਤਾ [722,371,935,399]
column-divider [715,850,716,1093]
article-body-col-3: ਗੁਰਦਾਸਪੁਰ, 24 ਨਵੰਬਰ (ਜਗਜੀਤ ਸਿੰਘ) ਗੁਰਦੁਆਰਾ ਗੋਪਾਲਸਰ ਸਾਹਿਬ ਵਿਖੇ ਸਲਾਨਾ ਬਰਸੀ ਸਮਾਗਮ ਮੌਕੇ ਧਾਰਮਿਕ ਸਮਾਗਮ ਕਰਵਾਇਆ ਗਿਆ। ਸ੍ਰੀ ਅਖੰਡ ਪਾਠ ਸਾਹਿਬ ਦੇ ਭੋਗ ਉਪਰੰਤ ਰਾਗੀ ਜਥਿਆਂ ਨੇ ਰਸਭਿੰਨਾ ਕੀਰਤਨ ਕੀਤਾ ਅਤੇ ਸੰਤ ਮਹਾਂਪੁਰਖਾਂ ਨੇ ਕਥਾ ਵਿਚਾਰ ਰਾਹੀਂ ਸੰਗਤਾਂ ਨੂੰ ਗੁਰੂ ਘਰ ਨਾਲ ਜੁੜਨ ਲਈ ਪ੍ਰੇਰਿਆ। ਪ੍ਰਬੰਧਕ ਕਮੇਟੀ ਵੱਲੋਂ ਆਈਆਂ ਸ਼ਖ਼ਸੀਅਤਾਂ ਦਾ ਸਨਮਾਨ ਕੀਤਾ ਗਿਆ ਅਤੇ ਗੁਰੂ ਕਾ ਲੰਗਰ ਅਤੁੱਟ ਵਰਤਾਇਆ ਗਿਆ। [478,546,596,611]
sant-ashram-illustration [5,847,263,965]
baba-illustration [804,887,872,959]
article-body-col-1: ਚੰਡੀਗੜ੍ਹ, 24 ਨਵੰਬਰ (ਨਿਊਜ਼ ਬਿਊਰੋ) ਕੇਂਦਰ ਸਰਕਾਰ ਵੱਲੋਂ ਚੰਡੀਗੜ੍ਹ ਨੂੰ ਇੱਕ ਆਮ ਕੇਂਦਰ ਸ਼ਾਸਤ ਪ੍ਰਦੇਸ਼ ਦੇ ਰੂਪ ਵਿੱਚ ਬਦਲਣ ਦੀ ਕੋਸ਼ਿਸ਼ ਪੰਜਾਬ ਨਾਲ ਸਿੱਧਾ ਧੋਖਾ ਹੈ। ਉਨ੍ਹਾਂ ਕਿਹਾ ਕਿ ਚੰਡੀਗੜ੍ਹ ਪੰਜਾਬ ਦਾ ਅਟੁੱਟ ਅੰਗ ਹੈ ਅਤੇ ਪੰਜਾਬੀ ਕਿਸੇ ਵੀ ਕੀਮਤ ਤੇ ਆਪਣੇ ਹੱਕਾਂ ਨਾਲ ਸਮਝੌਤਾ ਨਹੀਂ ਕਰਨਗੇ। [719,886,799,951]
headline-line-2: ਗੁਰੂ ਸਾਹਿਬ ਦੀਆਂ ਸਿੱਖਿਆਵਾਂ ਤੇ ਚੱਲਣ ਅਤੇ ਹਿੰਦੂ ਸਿੱਖ ਆਪਸੀ ਭਾਈ ਚਾਰਕ ਸਾਂਝ ਦਾ ਦਿੱਤਾ ਸੁਨੇਹਾ [492,55,904,69]
article-body-col-4: ਬੰਗਾ/ਨਵਾਂਸ਼ਹਿਰ, 24 ਨਵੰਬਰ (ਗੁਰਪ੍ਰੀਤ ਬੰਗਾ) ਧੰਨ-ਧੰਨ ਸ੍ਰੀ ਗੁਰੂ ਤੇਗ ਬਹਾਦਰ ਸਾਹਿਬ ਜੀ ਦੀ 350 ਸਾਲਾ ਸ਼ਹੀਦੀ ਸ਼ਤਾਬਦੀ ਨੂੰ ਸਮਰਪਿਤ ਕੀਰਤਨ ਦਰਬਾਰ ਕਰਵਾਇਆ ਗਿਆ। ਇਸ ਮੌਕੇ ਰਾਗੀ ਜਥਿਆਂ ਨੇ ਗੁਰਬਾਣੀ ਕੀਰਤਨ ਰਾਹੀਂ ਸੰਗਤਾਂ ਨੂੰ ਨਿਹਾਲ ਕੀਤਾ ਅਤੇ ਬੁਲਾਰਿਆਂ ਨੇ ਗੁਰੂ ਸਾਹਿਬ ਦੀ ਸ਼ਹਾਦਤ ਬਾਰੇ ਚਾਨਣਾ ਪਾਇਆ। ਪ੍ਰਬੰਧਕਾਂ ਵੱਲੋਂ ਪਤਵੰਤਿਆਂ ਨੂੰ ਸਿਰੋਪਾਓ ਭੇਂਟ ਕਰਕੇ ਸਨਮਾਨਿਤ ਕੀਤਾ ਗਿਆ ਅਤੇ ਹਿੰਦੂ ਸਿੱਖ ਭਾਈਚਾਰਕ ਸਾਂਝ ਦਾ ਸੁਨੇਹਾ ਦਿੱਤਾ ਗਿਆ। [828,210,942,275]
procession-illustration [119,93,351,263]
article-body-col-1: ਜਲੰਧਰ, 24 ਨਵੰਬਰ (ਕਮਲ) ਸਨਮਤੀ ਵਿਮਲ ਜੈਨ ਸਕੂਲ ਦੇ ਵਿਦਿਆਰਥੀ ਕਪਿਲ ਨੇ ਰਾਜ ਪੱਧਰੀ ਮੁਕਾਬਲੇ ਵਿੱਚ ਦੂਸਰਾ ਸਥਾਨ ਪ੍ਰਾਪਤ ਕਰਕੇ ਸਕੂਲ ਅਤੇ ਮਾਪਿਆਂ ਦਾ ਨਾਮ ਰੌਸ਼ਨ ਕੀਤਾ। ਸਕੂਲ ਪ੍ਰਬੰਧਕ ਕਮੇਟੀ ਅਤੇ ਪ੍ਰਿੰਸੀਪਲ ਨੇ ਵਿਦਿਆਰਥੀ ਅਤੇ ਕੋਚ ਨੂੰ ਵਧਾਈ ਦਿੱਤੀ। [722,406,778,493]
article-document-un [590,622,942,844]
page-number-badge: 8 [4,2,34,28]
footer-registration-marks [0,1492,945,1507]
column-divider [586,622,587,844]
article-vishwakarma [4,1100,350,1490]
headline-line-1: ਦੀਨਾ ਕਾਂਗੜ ਸਮਾਗਮ ਚ ਪੇਸ਼ ਭਾਰਤ ਵੱਲੋਂ ਸਿੱਖਾਂ ਖ਼ਿਲਾਫ਼ ਜ਼ੁਲਮਾਂ ਦਾ [590,624,828,635]
article-body-col-2: ਅੰਮ੍ਰਿਤਸਰ, 24 ਨਵੰਬਰ (ਪ.ਬ.) ਸ਼ਹੀਦ ਸਤਨਾਮ ਸਿੰਘ ਛੀਨਾ ਅਤੇ ਸ਼ਹੀਦ ਸਤਨਾਮ ਸਿੰਘ ਰੰਗੀਆਵਾਂ ਦੀ ਯਾਦ ਵਿੱਚ ਸ਼ਰਧਾਂਜਲੀ ਸਮਾਗਮ 26 ਨਵੰਬਰ ਨੂੰ ਕਰਵਾਇਆ ਜਾਵੇਗਾ। ਬੀਬੀ ਜਸਮੀਤ ਕੌਰ ਨੇ ਸੰਗਤਾਂ ਨੂੰ ਵੱਧ ਚੜ੍ਹ ਕੇ ਪਹੁੰਚਣ ਦੀ ਅਪੀਲ ਕੀਤੀ। [358,1257,590,1279]
school-illustration [783,407,943,527]
article-body-col-2: ਸ੍ਰੀ ਅਨੰਦਪੁਰ ਸਾਹਿਬ - 24 ਨਵੰਬਰ (ਰਣਜੀਤ ਸਿੰਘ ਮਠੋੜ) ਸ੍ਰੀ ਗੁਰੂ ਤੇਗ ਬਹਾਦਰ ਸਾਹਿਬ ਜੀ ਦੇ 350 ਸਾਲਾ ਸ਼ਹੀਦੀ ਸ਼ਤਾਬਦੀ ਨੂੰ ਸਮਰਪਿਤ ਵਿਸ਼ਾਲ ਨਗਰ ਕੀਰਤਨ ਸ੍ਰੀ ਕੀਰਤਪੁਰ ਸਾਹਿਬ ਤੋਂ ਆਰੰਭ ਹੋ ਕੇ ਸ੍ਰੀ ਅਨੰਦਪੁਰ ਸਾਹਿਬ ਵਿਖੇ ਸੰਪੂਰਨ ਹੋਇਆ। ਨਗਰ ਕੀਰਤਨ ਦੀ ਅਗਵਾਈ ਪੰਜ ਪਿਆਰੇ ਸਾਹਿਬਾਨ ਨੇ ਕੀਤੀ ਅਤੇ ਸੰਗਤਾਂ ਨੇ ਥਾਂ-ਥਾਂ ਸਵਾਗਤ ਕੀਤਾ। ਰਾਗੀ, ਢਾਡੀ, ਕਵੀਸ਼ਰ, ਗਤਕਾ ਪਾਰਟੀਆਂ ਅਤੇ ਸਕੂਲੀ ਬੱਚਿਆਂ ਨੇ ਗੁਰੂ ਜਸ ਗਾਇਨ ਕੀਤਾ। ਸੰਗਤਾਂ ਲਈ ਲੰਗਰ ਅਤੇ ਛਬੀਲਾਂ ਦੇ ਪ੍ਰਬੰਧ ਕੀਤੇ ਗਏ। ਸ਼੍ਰੋਮਣੀ ਕਮੇਟੀ ਦੇ ਅਹੁਦੇਦਾਰਾਂ, ਸੰਤ ਮਹਾਂਪੁਰਖਾਂ ਅਤੇ ਇਲਾਕੇ ਦੀਆਂ ਸੰਗਤਾਂ ਨੇ ਵੱਡੀ ਗਿਣਤੀ ਵਿੱਚ ਸ਼ਮੂਲੀਅਤ ਕੀਤੀ। [354,92,468,186]
dastar-body-col-2: ਪਟਿਆਲਾ, 24 ਨਵੰਬਰ (ਅਮਨਦੀਪ ਸਿੰਘ) ਯੂਨਾਈਟਡ ਸਿੱਖ ਸਟੂਡੈਂਟਸ ਫੈਡਰੇਸ਼ਨ ਵੱਲੋਂ ਚਾਰ ਰੋਜ਼ਾ ਦਸਤਾਰ ਸਿਖਲਾਈ ਕੈਂਪ ਲਗਾਇਆ ਗਿਆ ਜਿਸ ਵਿੱਚ ਵੱਡੀ ਗਿਣਤੀ ਵਿੱਚ ਨੌਜਵਾਨਾਂ ਅਤੇ ਬੱਚਿਆਂ ਨੇ ਦਸਤਾਰ ਸਜਾਉਣ ਦੀ ਸਿਖਲਾਈ ਹਾਸਲ ਕੀਤੀ। ਕੈਂਪ ਦੇ ਅੰਤ ਵਿੱਚ ਦਸਤਾਰ ਮੁਕਾਬਲੇ ਕਰਵਾਏ ਗਏ ਅਤੇ ਜੇਤੂ ਬੱਚਿਆਂ ਨੂੰ ਇਨਾਮ ਵੰਡੇ ਗਏ। ਫੈਡਰੇਸ਼ਨ ਦੇ ਆਗੂਆਂ ਨੇ ਨੌਜਵਾਨਾਂ ਨੂੰ ਸਿੱਖੀ ਸਰੂਪ ਵਿੱਚ ਰਹਿਣ ਲਈ ਪ੍ਰੇਰਿਤ ਕੀਤਾ। [400,1032,588,1068]
article-body-col-2: ਚੰਡੀਗੜ੍ਹ, 24 ਨਵੰਬਰ (ਨਿਊਜ਼ ਬਿਊਰੋ) ਕੇਂਦਰ ਸਰਕਾਰ ਵੱਲੋਂ ਚੰਡੀਗੜ੍ਹ ਨੂੰ ਇੱਕ ਆਮ ਕੇਂਦਰ ਸ਼ਾਸਤ ਪ੍ਰਦੇਸ਼ ਦੇ ਰੂਪ ਵਿੱਚ ਬਦਲਣ ਦੀ ਕੋਸ਼ਿਸ਼ ਪੰਜਾਬ ਨਾਲ ਸਿੱਧਾ ਧੋਖਾ ਹੈ। ਉਨ੍ਹਾਂ ਕਿਹਾ ਕਿ ਚੰਡੀਗੜ੍ਹ ਪੰਜਾਬ ਦਾ ਅਟੁੱਟ ਅੰਗ ਹੈ ਅਤੇ ਪੰਜਾਬੀ ਕਿਸੇ ਵੀ ਕੀਮਤ ਤੇ ਆਪਣੇ ਹੱਕਾਂ ਨਾਲ ਸਮਝੌਤਾ ਨਹੀਂ ਕਰਨਗੇ। [803,962,942,998]
headline-line-2: ਜਸਵੀਰ ਸਿੰਘ ਘੜਿਆਲੀਆ ਸਰਬ ਸੰਮਤੀ ਨਾਲ ਚੁਣੇ [22,448,210,459]
headline-line-2: ਦੀ ਰੱਖਿਆ ਦਾ ਵਿਲੱਖਣ ਪ੍ਰਤੀਕ - ਗਿਆਨੀ ਰਘਬੀਰ ਸਿੰਘ [346,665,559,676]
photo-document-handover [674,656,872,776]
cyan-swatch [884,1492,898,1506]
headline-line-1: ਬਾਬਾ ਅਜੀਤ ਸਿੰਘ ਬਾਬਾ ਜੁਝਾਰ ਸਿੰਘ ਸੁਸਾਇਟੀ ਵੱਲੋਂ ਸ਼ੁਰੂ ਕੀਤੇ ਪੰਦਰਵਾੜਾ [4,623,311,637]
article-body-col-2: ਸ੍ਰੀ ਫ਼ਤਿਹਗੜ੍ਹ ਸਾਹਿਬ, 24 ਨਵੰਬਰ (ਸਰੋਜ) ਸ਼੍ਰੋਮਣੀ ਅਕਾਲੀ ਦਲ (ਅ) ਦੇ ਆਗੂ ਇਮਾਨ ਸਿੰਘ ਮਾਨ ਨੇ ਕਿਹਾ ਕਿ ਦੀਨਾ ਕਾਂਗੜ ਸਮਾਗਮ ਦੌਰਾਨ ਸਿੱਖਾਂ ਖ਼ਿਲਾਫ਼ ਹੋਏ ਜ਼ੁਲਮਾਂ ਦਾ ਦਸਤਾਵੇਜ਼ ਰਾਸ਼ਟਰਪਤੀ ਅਤੇ ਸੰਯੁਕਤ ਰਾਸ਼ਟਰ ਨੂੰ ਸੌਂਪਿਆ ਗਿਆ। ਉਨ੍ਹਾਂ ਕਿਹਾ ਕਿ ਕੌਮ ਨੂੰ ਇਨਸਾਫ਼ ਦਿਵਾਉਣ ਲਈ ਸੰਘਰਸ਼ ਜਾਰੀ ਰਹੇਗਾ। [674,778,870,807]
subheadline: ਬਡੂ ਸਾਹਿਬ ਟਰੱਸਟ ਵੱਲੋਂ ਹਰੂ ਪੀੜਤਾਂ ਲਈ ਨਿਭਾਈਆਂ ਸੇਵਾਵਾਂ ਦੀ ਕੀਤੀ ਸ਼ਲਾਘਾ [336,680,552,689]
yellow-swatch [914,1492,928,1506]
photo-samiti-group [4,370,230,430]
